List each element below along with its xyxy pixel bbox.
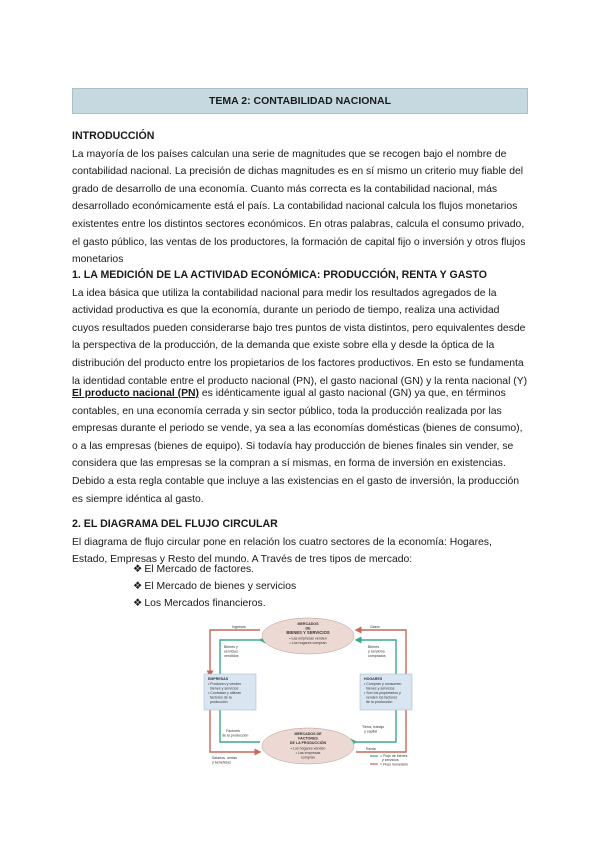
svg-text:= Flujo de bienes: = Flujo de bienes [380,754,408,758]
section-1-paragraph-2 [72,385,528,508]
bullet-diamond-icon: ❖ [133,598,143,609]
svg-text:Ingresos: Ingresos [232,625,246,629]
svg-text:compran: compran [301,755,315,760]
svg-text:Salarios, rentas: Salarios, rentas [212,756,237,760]
svg-text:BIENES Y SERVICIOS: BIENES Y SERVICIOS [286,630,330,635]
list-item: ❖ El Mercado de bienes y servicios [133,581,297,592]
svg-text:de la producción: de la producción [366,700,393,704]
svg-text:producción: producción [210,700,228,704]
section-1 [72,267,528,390]
section-1-paragraph-1: La idea básica que utiliza la contabilidad nacional para medir los resultados agregados de la actividad productiva es que la economía, durante un periodo de tiempo, realiza una actividad cuyos resultados pueden considerarse bajo tres puntos de vista distintos, pero equivalentes desde la perspectiva de la producción, de la demanda que existe sobre ella y desde la óptica de la distribución del producto entre los propietarios de los factores productivos. En esto se fundamenta la identidad contable entre el producto nacional (PN), el gasto nacional (GN) y la renta nacional (Y) [72,287,528,387]
svg-text:DE: DE [305,626,311,631]
bullet-diamond-icon: ❖ [133,564,143,575]
svg-text:• Los hogares venden: • Los hogares venden [290,746,326,751]
svg-text:de la producción: de la producción [222,733,249,738]
svg-text:venden los factores: venden los factores [366,695,398,700]
svg-text:• Las empresas venden: • Las empresas venden [289,636,327,641]
svg-text:• Los hogares compran: • Los hogares compran [289,641,327,645]
svg-text:y servicios: y servicios [368,649,385,654]
intro-paragraph: La mayoría de los países calculan una serie de magnitudes que se recogen bajo el nombre de contabilidad nacional. La precisión de dichas magnitudes es en sí mismo un criterio muy fiable del grado de desarrollo de una economía. Cuanto más correcta es la contabilidad nacional, más desarrollado económicamente está el país. La contabilidad nacional calcula los flujos monetarios existentes entre los distintos sectores económicos. En otras palabras, calcula el consumo privado, el gasto público, las ventas de los productores, la formación de capital fijo o inversión y otros flujos monetarios [72,148,526,266]
svg-text:• Contratan y utilizan: • Contratan y utilizan [208,691,242,695]
svg-text:Bienes: Bienes [368,645,379,649]
section-2-heading: 2. EL DIAGRAMA DEL FLUJO CIRCULAR [72,518,278,530]
market-list [133,561,296,612]
section-2-paragraph: El diagrama de flujo circular pone en relación los cuatro sectores de la economía: Hogares, Estado, Empresas y Resto del mundo. A Través de tres tipos de mercado: [72,536,492,566]
circular-flow-diagram [202,616,414,766]
section-1-heading: 1. LA MEDICIÓN DE LA ACTIVIDAD ECONÓMICA: PRODUCCIÓN, RENTA Y GASTO [72,269,487,281]
svg-text:DE LA PRODUCCIÓN: DE LA PRODUCCIÓN [289,741,327,745]
svg-text:bienes y servicios: bienes y servicios [210,686,239,691]
svg-text:FACTORES: FACTORES [298,736,318,741]
svg-text:Tierra, trabajo: Tierra, trabajo [362,725,385,729]
paragraph-2-text: es idénticamente igual al gasto nacional (GN) ya que, en términos contables, en una economía cerrada y sin sector público, toda la producción realizada por las empresas durante el periodo se vende, ya sea a las economías domésticas (bienes de consumo), o a las empresas (bienes de equipo). Si todavía hay producción de bienes finales sin vender, se considera que las empresas se la compran a sí mismas, en forma de inversión en existencias. Debido a esta regla contable que incluye a las existencias en el gasto de inversión, la producción es siempre idéntica al gasto. [72,388,523,505]
svg-text:EMPRESAS: EMPRESAS [208,677,229,681]
svg-text:MERCADOS DE: MERCADOS DE [294,732,322,736]
svg-text:y capital: y capital [364,729,378,734]
list-item: ❖ Los Mercados financieros. [133,598,266,609]
svg-text:MERCADOS: MERCADOS [297,622,319,626]
svg-text:y servicios: y servicios [382,758,399,762]
svg-text:• Son los propietarios y: • Son los propietarios y [364,691,401,695]
page-title: TEMA 2: CONTABILIDAD NACIONAL [72,88,528,114]
svg-text:Gasto: Gasto [370,625,380,629]
svg-text:Factores: Factores [226,729,240,733]
svg-text:• Compran y consumen: • Compran y consumen [364,682,402,686]
producto-nacional-term: El producto nacional (PN) [72,388,200,399]
svg-text:HOGARES: HOGARES [364,677,383,681]
list-item: ❖ El Mercado de factores. [133,564,255,575]
intro-heading: INTRODUCCIÓN [72,130,155,142]
svg-text:• Las empresas: • Las empresas [295,751,321,755]
svg-text:y beneficios: y beneficios [212,760,231,765]
svg-text:• Producen y venden: • Producen y venden [208,682,242,686]
intro-section [72,128,528,269]
svg-text:Renta: Renta [366,747,376,751]
svg-text:= Flujo monetario: = Flujo monetario [380,762,408,766]
svg-text:vendidos: vendidos [224,654,239,658]
svg-text:Bienes y: Bienes y [224,645,238,649]
bullet-diamond-icon: ❖ [133,581,143,592]
svg-text:bienes y servicios: bienes y servicios [366,686,395,691]
svg-text:comprados: comprados [368,654,386,658]
svg-text:factores de la: factores de la [210,695,232,700]
svg-text:servicios: servicios [224,649,238,654]
